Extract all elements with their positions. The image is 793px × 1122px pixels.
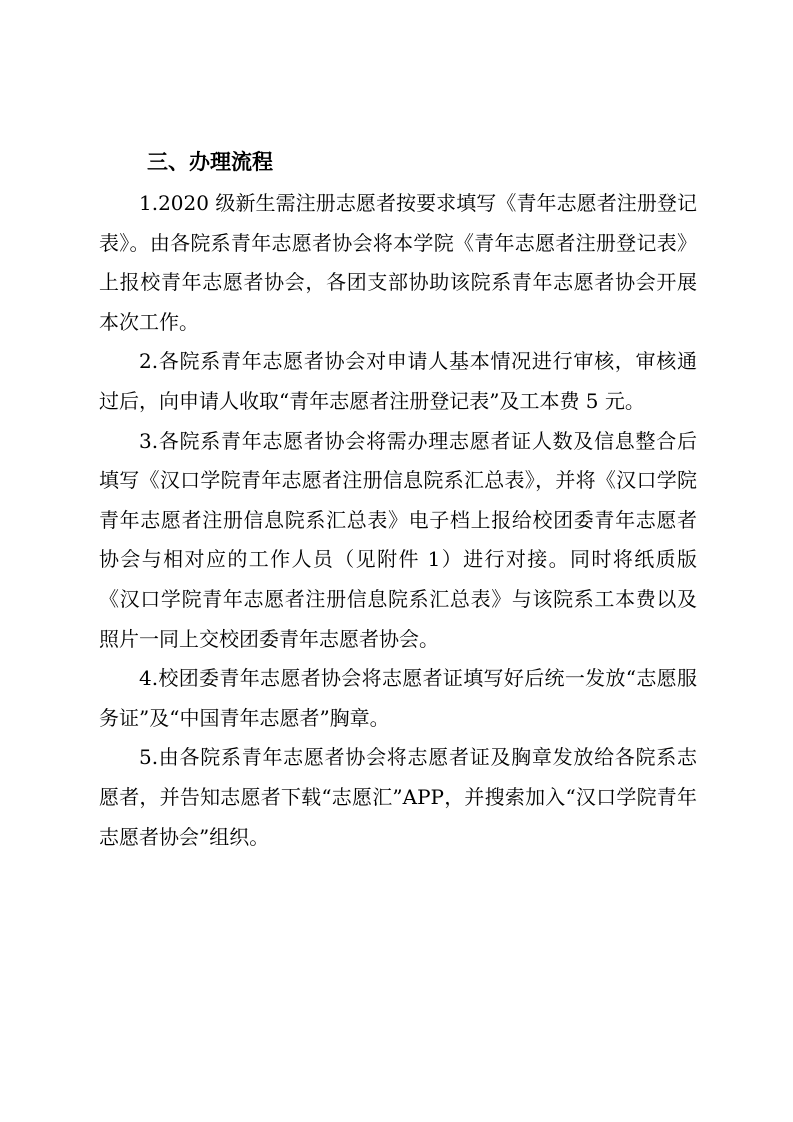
step-4-paragraph: 4.校团委青年志愿者协会将志愿者证填写好后统一发放“志愿服务证”及“中国青年志愿者”胸章。	[99, 666, 697, 730]
step-1-paragraph: 1.2020 级新生需注册志愿者按要求填写《青年志愿者注册登记表》。由各院系青年志愿者协会将本学院《青年志愿者注册登记表》上报校青年志愿者协会，各团支部协助该院系青年志愿者协会开展本次工作。	[99, 191, 697, 334]
section-heading: 三、办理流程	[147, 150, 273, 174]
section-body	[99, 184, 697, 857]
step-3-paragraph: 3.各院系青年志愿者协会将需办理志愿者证人数及信息整合后填写《汉口学院青年志愿者注册信息院系汇总表》，并将《汉口学院青年志愿者注册信息院系汇总表》电子档上报给校团委青年志愿者协会与相对应的工作人员（见附件 1）进行对接。同时将纸质版《汉口学院青年志愿者注册信息院系汇总表》与该院系工本费以及照片一同上交校团委青年志愿者协会。	[99, 428, 697, 651]
step-5-paragraph: 5.由各院系青年志愿者协会将志愿者证及胸章发放给各院系志愿者，并告知志愿者下载“志愿汇”APP，并搜索加入“汉口学院青年志愿者协会”组织。	[99, 745, 697, 849]
step-2-paragraph: 2.各院系青年志愿者协会对申请人基本情况进行审核，审核通过后，向申请人收取“青年志愿者注册登记表”及工本费 5 元。	[99, 349, 697, 413]
